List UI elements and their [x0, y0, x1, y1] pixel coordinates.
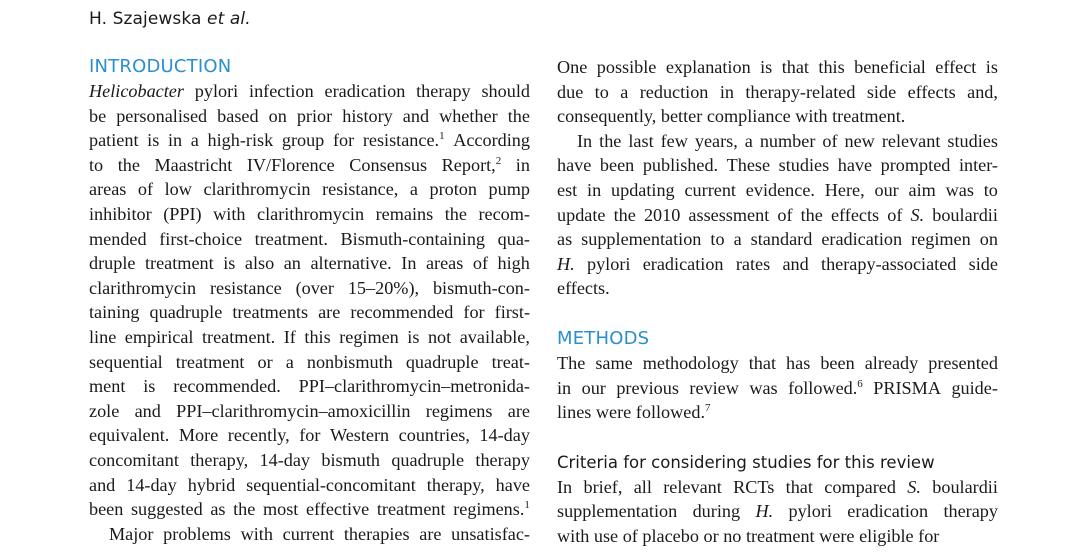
right-paragraph-2: [557, 129, 998, 301]
text-line: in our previous review was followed.$^6$ PRISMA guide-: [557, 377, 998, 398]
text-line: been suggested as the most effective treatment regimens.$^1$: [89, 499, 530, 520]
introduction-heading: INTRODUCTION: [89, 56, 232, 77]
text-line: equivalent. More recently, for Western countries, 14-day: [89, 425, 530, 446]
text-line: Helicobacter pylori infection eradication therapy should: [89, 81, 530, 101]
right-paragraph-1: [557, 55, 998, 129]
text-line: areas of low clarithromycin resistance, a proton pump: [89, 179, 530, 200]
text-line: line empirical treatment. If this regimen is not available,: [89, 326, 530, 347]
text-line: due to a reduction in therapy-related side effects and,: [557, 81, 998, 102]
introduction-paragraph: [89, 79, 530, 546]
text-line: In the last few years, a number of new relevant studies: [577, 130, 998, 151]
running-head-etal: et al.: [207, 9, 251, 29]
text-line: taining quadruple treatments are recommended for first-: [89, 302, 530, 323]
text-line: druple treatment is also an alternative. In areas of high: [89, 253, 530, 274]
running-head: [89, 9, 251, 29]
spacer: [557, 301, 998, 327]
right-column: [557, 55, 998, 549]
text-line: effects.: [557, 278, 610, 299]
text-line: patient is in a high-risk group for resistance.$^1$ According: [89, 130, 530, 151]
text-line: In brief, all relevant RCTs that compared S. boulardii: [557, 476, 998, 497]
text-line: mended first-choice treatment. Bismuth-containing qua-: [89, 228, 530, 249]
text-line: ment is recommended. PPI–clarithromycin–metronida-: [89, 376, 530, 397]
methods-heading: METHODS: [557, 327, 650, 349]
criteria-heading: Criteria for considering studies for this review: [557, 452, 935, 472]
text-line: update the 2010 assessment of the effects of S. boulardii: [557, 204, 998, 225]
text-line: supplementation during H. pylori eradication therapy: [557, 501, 998, 522]
text-line: as supplementation to a standard eradication regimen on: [557, 229, 998, 250]
spacer: [557, 425, 998, 451]
text-line: consequently, better compliance with treatment.: [557, 106, 906, 127]
text-line: lines were followed.$^7$: [557, 402, 711, 423]
text-line: est in updating current evidence. Here, our aim was to: [557, 179, 998, 200]
methods-paragraph: [557, 351, 998, 425]
running-head-author: H. Szajewska: [89, 9, 202, 29]
text-line: concomitant therapy, 14-day bismuth quadruple therapy: [89, 449, 530, 470]
text-line: zole and PPI–clarithromycin–amoxicillin regimens are: [89, 400, 530, 421]
text-line: The same methodology that has been already presented: [557, 352, 998, 373]
text-line: One possible explanation is that this beneficial effect is: [557, 57, 998, 77]
text-line: sequential treatment or a nonbismuth quadruple treat-: [89, 351, 530, 372]
text-line: have been published. These studies have prompted inter-: [557, 155, 998, 176]
text-line: and 14-day hybrid sequential-concomitant therapy, have: [89, 474, 530, 495]
criteria-paragraph: [557, 475, 998, 549]
text-line: with use of placebo or no treatment were eligible for: [557, 525, 940, 546]
text-line: clarithromycin resistance (over 15–20%), bismuth-con-: [89, 277, 530, 298]
left-column: [89, 55, 530, 546]
text-line: Major problems with current therapies are unsatisfac-: [109, 523, 530, 544]
text-line: inhibitor (PPI) with clarithromycin remains the recom-: [89, 203, 530, 224]
text-line: to the Maastricht IV/Florence Consensus Report,$^2$ in: [89, 154, 530, 175]
text-line: be personalised based on prior history and whether the: [89, 105, 530, 126]
text-line: H. pylori eradication rates and therapy-associated side: [557, 253, 998, 274]
